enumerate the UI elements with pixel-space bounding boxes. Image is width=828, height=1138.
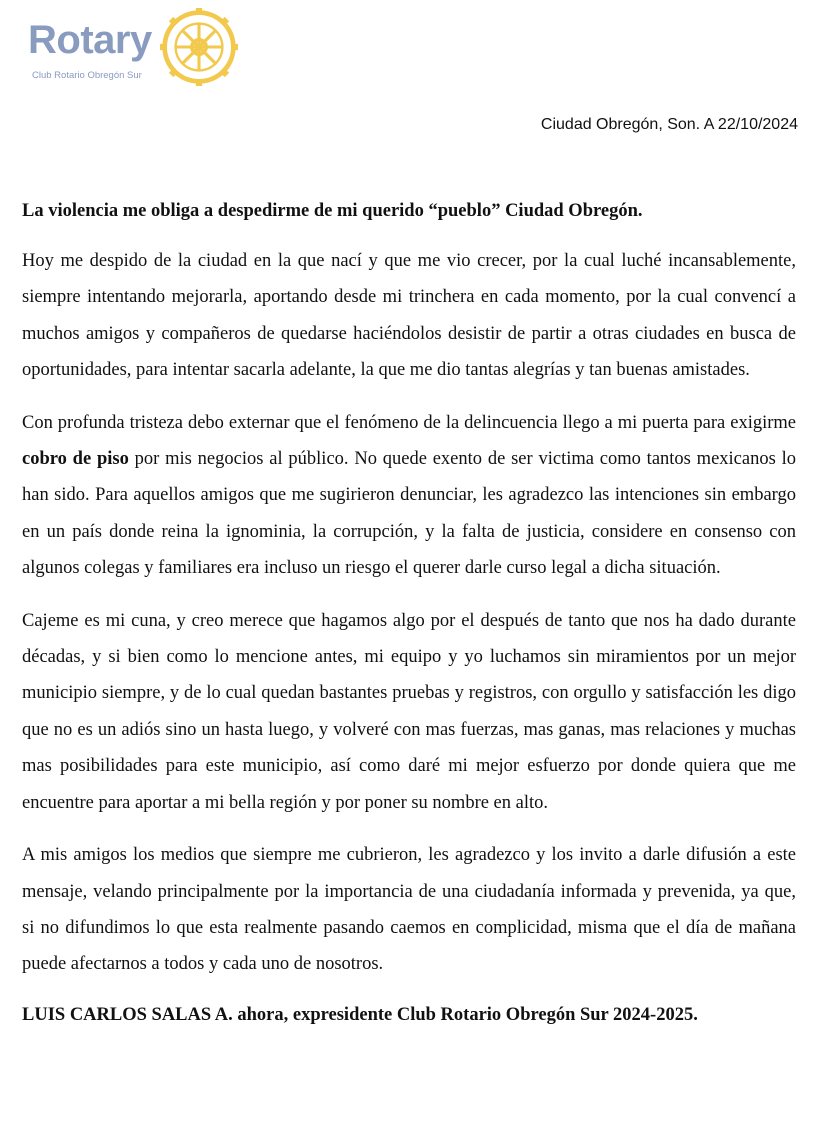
rotary-logo	[28, 8, 258, 88]
logo-wordmark: Rotary	[28, 18, 152, 62]
paragraph-1: Hoy me despido de la ciudad en la que nací y que me vio crecer, por la cual luché incansablemente, siempre intentando mejorarla, aportando desde mi trinchera en cada momento, por la cual convencí a muchos amigos y compañeros de quedarse haciéndolos desistir de partir a otras ciudades en busca de oportunidades, para intentar sacarla adelante, la que me dio tantas alegrías y tan buenas amistades.	[22, 251, 796, 381]
letter-body	[22, 193, 796, 1033]
paragraph-2-text-b: por mis negocios al público. No quede exento de ser victima como tantos mexicanos lo han sido. Para aquellos amigos que me sugirieron denunciar, les agradezco las intenciones sin embargo en un país donde reina la ignominia, la corrupción, y la falta de justicia, considere en consenso con algunos colegas y familiares era incluso un riesgo el querer darle curso legal a dicha situación.	[22, 449, 796, 579]
date-line: Ciudad Obregón, Son. A 22/10/2024	[540, 116, 798, 133]
paragraph-3: Cajeme es mi cuna, y creo merece que hagamos algo por el después de tanto que nos ha dado durante décadas, y si bien como lo mencione antes, mi equipo y yo luchamos sin miramientos por un mejor municipio siempre, y de lo cual quedan bastantes pruebas y registros, con orgullo y satisfacción les digo que no es un adiós sino un hasta luego, y volveré con mas fuerzas, mas ganas, mas relaciones y muchas mas posibilidades para este municipio, así como daré mi mejor esfuerzo por donde quiera que me encuentre para aportar a mi bella región y por poner su nombre en alto.	[22, 610, 796, 813]
letter-title: La violencia me obliga a despedirme de mi querido “pueblo” Ciudad Obregón.	[22, 201, 643, 221]
paragraph-2-text-a: Con profunda tristeza debo externar que el fenómeno de la delincuencia llego a mi puerta para exigirme	[22, 412, 796, 433]
signature-line: LUIS CARLOS SALAS A. ahora, expresidente Club Rotario Obregón Sur 2024-2025.	[22, 1004, 698, 1025]
paragraph-2-bold-phrase: cobro de piso	[22, 449, 129, 470]
logo-subtitle: Club Rotario Obregón Sur	[32, 70, 142, 81]
paragraph-4: A mis amigos los medios que siempre me cubrieron, les agradezco y los invito a darle difusión a este mensaje, velando principalmente por la importancia de una ciudadanía informada y prevenida, ya que, si no difundimos lo que esta realmente pasando caemos en complicidad, misma que el día de mañana puede afectarnos a todos y cada uno de nosotros.	[22, 845, 796, 975]
rotary-wheel-icon	[160, 8, 238, 86]
paragraph-2	[22, 405, 796, 587]
